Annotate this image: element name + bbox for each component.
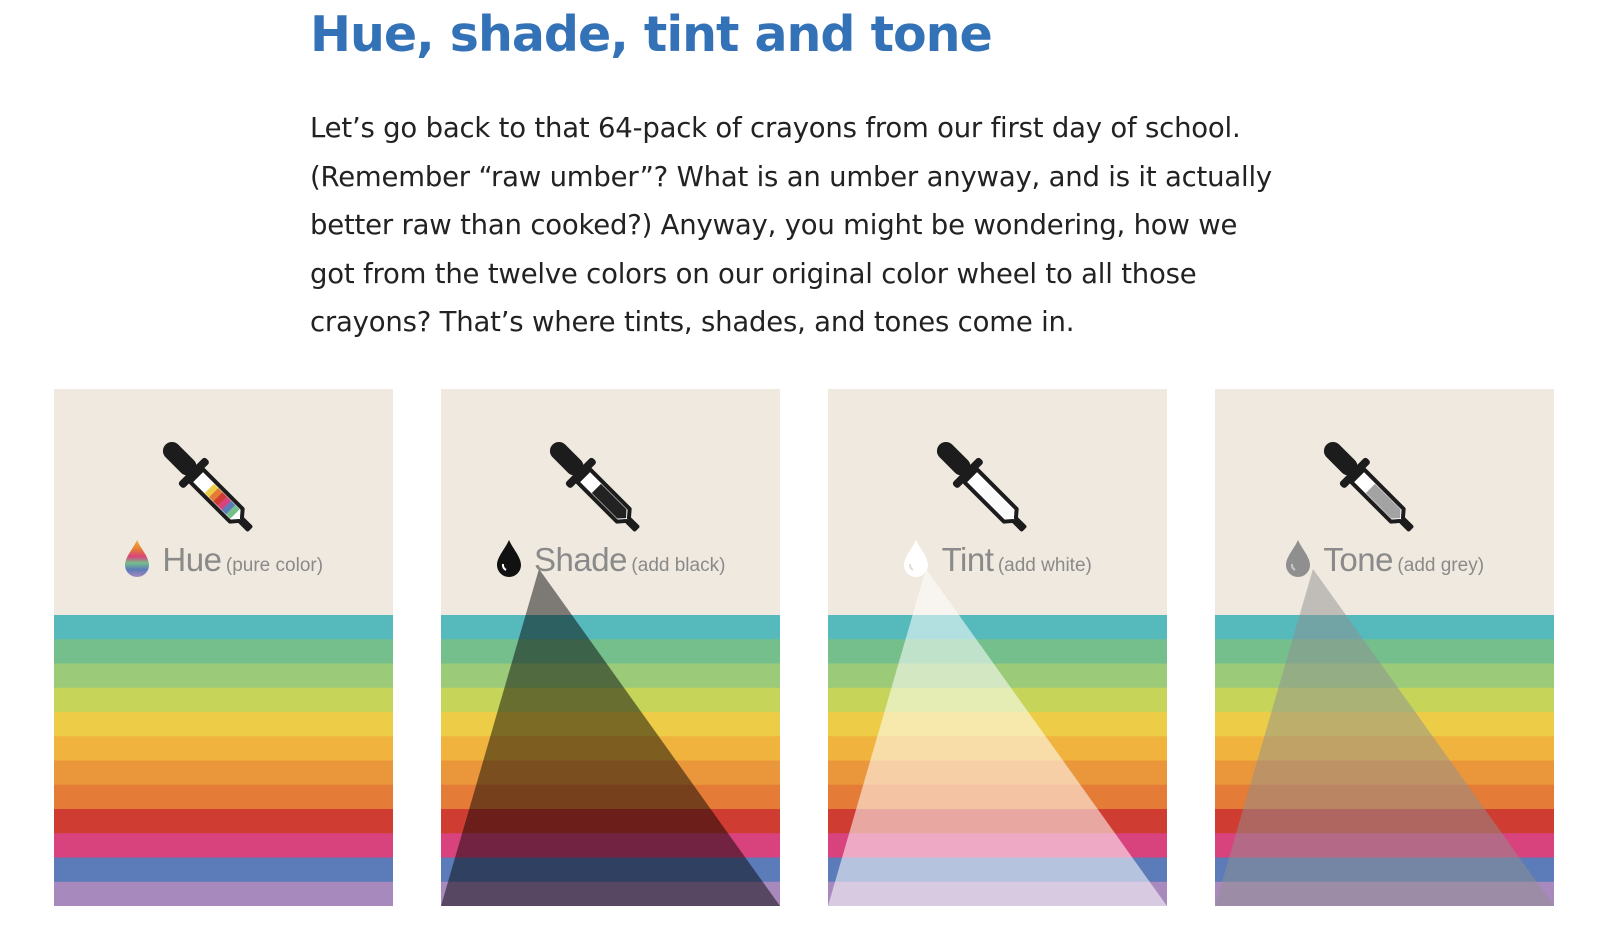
paragraph-line: Let’s go back to that 64-pack of crayons from our first day of school. xyxy=(310,112,1241,144)
color-stripe xyxy=(54,809,393,834)
hue-illustration xyxy=(54,389,393,906)
color-stripe xyxy=(54,615,393,640)
hue-card xyxy=(54,389,393,906)
color-stripe xyxy=(54,736,393,761)
white-drop-icon xyxy=(903,539,929,577)
shade-caption xyxy=(441,539,780,579)
dropper-icon xyxy=(539,431,649,541)
hue-label: Hue xyxy=(162,541,222,578)
paragraph-line: got from the twelve colors on our original color wheel to all those xyxy=(310,257,1197,290)
black-drop-icon xyxy=(496,539,522,577)
color-stripe xyxy=(54,882,393,906)
color-stripe xyxy=(441,615,780,640)
color-stripe xyxy=(54,712,393,737)
tint-caption xyxy=(828,539,1167,579)
tint-label: Tint xyxy=(941,541,994,578)
color-stripe xyxy=(54,688,393,713)
color-stripe xyxy=(441,639,780,664)
dropper-icon xyxy=(926,431,1036,541)
dropper-icon xyxy=(1313,431,1423,541)
paragraph-line: better raw than cooked?) Anyway, you might be wondering, how we xyxy=(310,209,1238,241)
tone-caption xyxy=(1215,539,1554,579)
tone-illustration xyxy=(1215,389,1554,906)
dropper-icon xyxy=(152,431,262,541)
page-title: Hue, shade, tint and tone xyxy=(310,6,992,63)
color-stripe xyxy=(54,785,393,810)
color-stripe xyxy=(1215,639,1554,664)
rainbow-drop-icon xyxy=(124,539,150,577)
color-stripe xyxy=(828,615,1167,640)
tone-card xyxy=(1215,389,1554,906)
shade-illustration xyxy=(441,389,780,906)
paragraph-line: crayons? That’s where tints, shades, and tones come in. xyxy=(310,306,1075,338)
paragraph-line: (Remember “raw umber”? What is an umber anyway, and is it actually xyxy=(310,160,1272,193)
hue-caption xyxy=(54,539,393,579)
color-stripe xyxy=(54,833,393,858)
color-stripe xyxy=(54,858,393,883)
intro-paragraph xyxy=(310,104,1310,347)
shade-note: (add black) xyxy=(631,555,726,576)
tone-label: Tone xyxy=(1323,541,1393,578)
shade-card xyxy=(441,389,780,906)
color-stripe xyxy=(54,639,393,664)
tint-illustration xyxy=(828,389,1167,906)
color-stripe xyxy=(54,664,393,689)
color-stripe xyxy=(828,639,1167,664)
tint-card xyxy=(828,389,1167,906)
color-stripe xyxy=(1215,615,1554,640)
grey-drop-icon xyxy=(1285,539,1311,577)
hue-note: (pure color) xyxy=(225,555,324,576)
color-stripe xyxy=(54,761,393,786)
tone-note: (add grey) xyxy=(1397,555,1485,576)
tint-note: (add white) xyxy=(997,555,1092,576)
shade-label: Shade xyxy=(534,541,627,578)
